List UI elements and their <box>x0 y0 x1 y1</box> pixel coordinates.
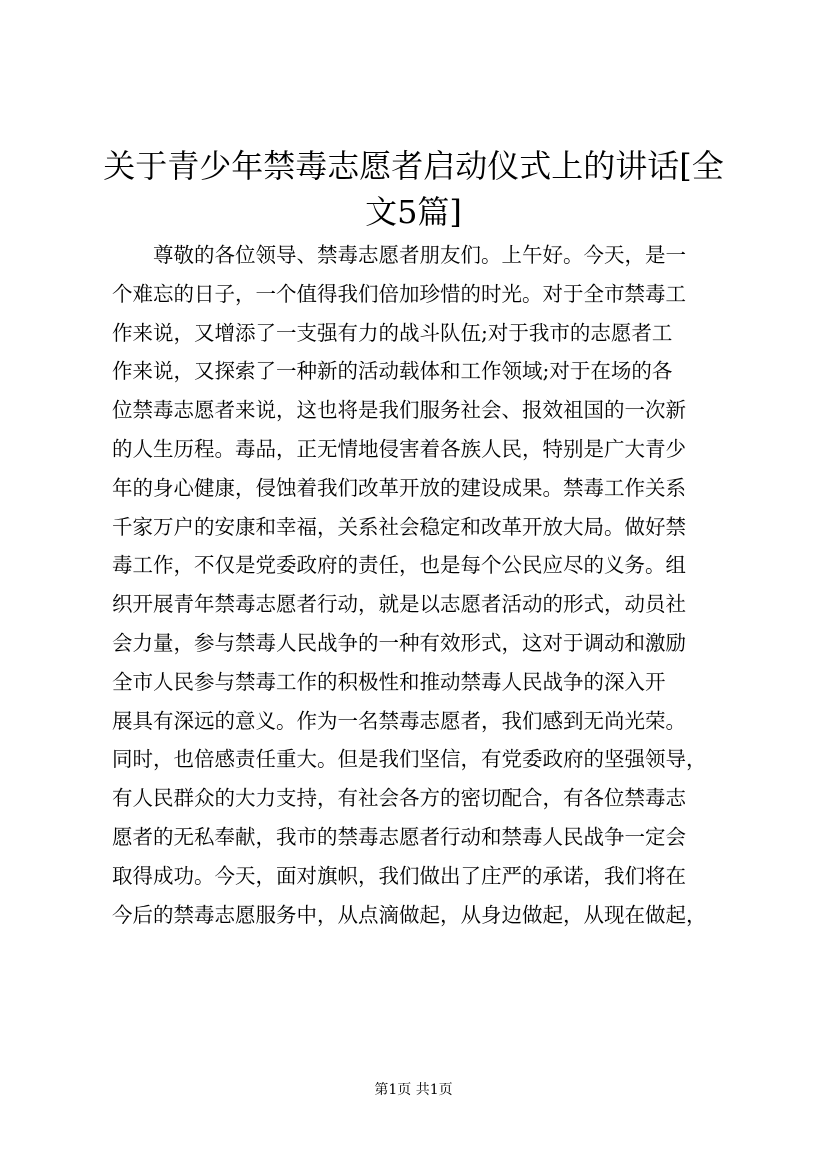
body-line: 愿者的无私奉献，我市的禁毒志愿者行动和禁毒人民战争一定会 <box>112 824 686 849</box>
body-line: 千家万户的安康和幸福，关系社会稳定和改革开放大局。做好禁 <box>112 514 686 539</box>
title-line: 文5篇] <box>365 193 462 231</box>
document-body <box>112 236 722 934</box>
body-line: 的人生历程。毒品，正无情地侵害着各族人民，特别是广大青少 <box>112 436 686 461</box>
document-title <box>100 143 727 235</box>
body-line: 织开展青年禁毒志愿者行动，就是以志愿者活动的形式，动员社 <box>112 592 686 617</box>
body-line: 展具有深远的意义。作为一名禁毒志愿者，我们感到无尚光荣。 <box>112 708 686 733</box>
body-line: 全市人民参与禁毒工作的积极性和推动禁毒人民战争的深入开 <box>112 669 666 694</box>
title-line: 关于青少年禁毒志愿者启动仪式上的讲话[全 <box>103 147 724 185</box>
body-line: 作来说，又探索了一种新的活动载体和工作领域;对于在场的各 <box>112 359 673 384</box>
body-line: 同时，也倍感责任重大。但是我们坚信，有党委政府的坚强领导， <box>112 747 707 772</box>
body-line: 有人民群众的大力支持，有社会各方的密切配合，有各位禁毒志 <box>112 786 686 811</box>
body-line: 个难忘的日子，一个值得我们倍加珍惜的时光。对于全市禁毒工 <box>112 281 686 306</box>
body-line: 位禁毒志愿者来说，这也将是我们服务社会、报效祖国的一次新 <box>112 398 686 423</box>
body-line: 今后的禁毒志愿服务中，从点滴做起，从身边做起，从现在做起， <box>112 902 707 927</box>
body-line: 年的身心健康，侵蚀着我们改革开放的建设成果。禁毒工作关系 <box>112 475 686 500</box>
body-line: 取得成功。今天，面对旗帜，我们做出了庄严的承诺，我们将在 <box>112 863 686 888</box>
body-line: 作来说，又增添了一支强有力的战斗队伍;对于我市的志愿者工 <box>112 320 673 345</box>
page-footer: 第1页 共1页 <box>374 1082 453 1098</box>
body-line: 毒工作，不仅是党委政府的责任，也是每个公民应尽的义务。组 <box>112 553 686 578</box>
body-line: 尊敬的各位领导、禁毒志愿者朋友们。上午好。今天，是一 <box>112 243 686 267</box>
body-line: 会力量，参与禁毒人民战争的一种有效形式，这对于调动和激励 <box>112 630 686 655</box>
